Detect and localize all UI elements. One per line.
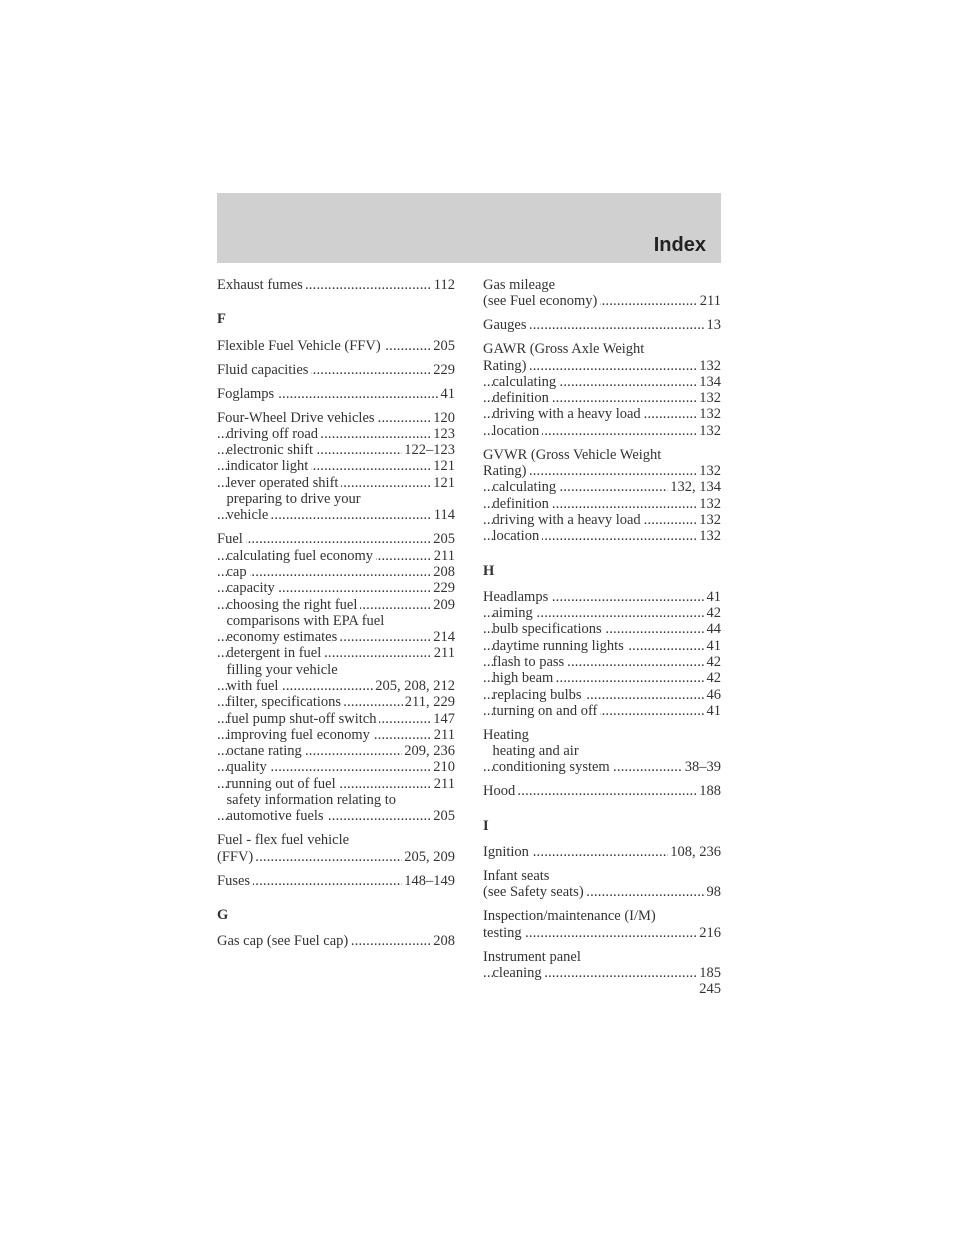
entry-page-ref: 205, 208, 212 — [375, 677, 455, 694]
entry-page-ref: 132 — [699, 495, 721, 512]
entry-text: Gauges — [483, 317, 530, 333]
entry-page-ref: 216 — [699, 924, 721, 941]
entry-text: Fuel — [217, 531, 246, 547]
entry-text: daytime running lights — [493, 638, 627, 654]
entry-text: Exhaust fumes — [217, 277, 306, 293]
entry-text: Headlamps — [483, 589, 551, 605]
index-term — [483, 358, 721, 374]
index-subentry — [217, 442, 455, 458]
index-entry — [483, 589, 721, 719]
entry-page-ref: 148–149 — [404, 872, 455, 889]
section-letter: I — [483, 817, 489, 834]
page-title: Index — [653, 234, 706, 256]
entry-text: Foglamps — [217, 386, 277, 402]
index-subentry — [217, 613, 455, 629]
index-term — [217, 933, 455, 949]
entry-page-ref: 44 — [706, 621, 721, 638]
index-term — [483, 908, 721, 924]
entry-text: flash to pass — [493, 654, 568, 670]
entry-page-ref: 229 — [433, 361, 455, 378]
entry-page-ref: 211 — [433, 775, 455, 792]
entry-page-ref: 208 — [433, 933, 455, 950]
entry-page-ref: 214 — [433, 629, 455, 646]
index-term — [483, 727, 721, 743]
entry-page-ref: 132 — [699, 357, 721, 374]
entry-text: automotive fuels — [227, 808, 327, 824]
entry-page-ref: 41 — [706, 588, 721, 605]
entry-page-ref: 132, 134 — [670, 479, 721, 496]
entry-page-ref: 42 — [706, 605, 721, 622]
section-letter: H — [483, 562, 495, 579]
entry-page-ref: 211 — [433, 645, 455, 662]
index-subentry — [217, 629, 455, 645]
index-entry — [483, 868, 721, 901]
index-subentry — [217, 580, 455, 596]
entry-text: with fuel — [227, 678, 282, 694]
entry-text: filling your vehicle — [227, 662, 341, 678]
entry-page-ref: 205 — [433, 337, 455, 354]
index-term — [483, 317, 721, 333]
index-entry — [483, 949, 721, 982]
entry-text: definition — [493, 496, 552, 512]
index-subentry — [483, 512, 721, 528]
index-subentry — [217, 548, 455, 564]
index-term — [217, 531, 455, 547]
index-subentry — [217, 776, 455, 792]
entry-text: economy estimates — [227, 629, 341, 645]
entry-page-ref: 209 — [433, 596, 455, 613]
entry-page-ref: 211 — [699, 293, 721, 310]
entry-text: Infant seats — [483, 868, 552, 884]
section-letter: G — [217, 906, 229, 923]
index-term — [217, 832, 455, 848]
entry-page-ref: 41 — [706, 637, 721, 654]
index-entry — [217, 531, 455, 824]
entry-page-ref: 122–123 — [404, 442, 455, 459]
index-term — [483, 868, 721, 884]
index-subentry — [217, 759, 455, 775]
entry-page-ref: 205, 209 — [404, 848, 455, 865]
entry-text: Gas mileage — [483, 277, 558, 293]
index-term — [483, 884, 721, 900]
index-term — [217, 338, 455, 354]
entry-page-ref: 132 — [699, 390, 721, 407]
entry-page-ref: 120 — [433, 409, 455, 426]
entry-page-ref: 121 — [433, 474, 455, 491]
entry-text: GVWR (Gross Vehicle Weight — [483, 447, 664, 463]
index-term — [217, 849, 455, 865]
index-term — [483, 925, 721, 941]
entry-page-ref: 134 — [699, 373, 721, 390]
index-entry — [483, 317, 721, 333]
index-term — [483, 844, 721, 860]
index-entry — [483, 908, 721, 941]
index-entry — [483, 727, 721, 776]
entry-text: Ignition — [483, 844, 532, 860]
entry-text: location — [493, 528, 543, 544]
entry-page-ref: 38–39 — [684, 759, 721, 776]
index-entry — [483, 277, 721, 310]
index-subentry — [217, 475, 455, 491]
index-subentry — [217, 564, 455, 580]
entry-text: bulb specifications — [493, 621, 605, 637]
index-term — [483, 783, 721, 799]
entry-text: Heating — [483, 727, 532, 743]
entry-text: definition — [493, 390, 552, 406]
index-subentry — [217, 808, 455, 824]
index-entry — [217, 410, 455, 524]
entry-text: filter, specifications — [227, 694, 345, 710]
entry-page-ref: 209, 236 — [404, 743, 455, 760]
entry-page-ref: 114 — [433, 507, 455, 524]
index-term — [483, 949, 721, 965]
index-subentry — [483, 605, 721, 621]
index-column-left — [217, 277, 455, 950]
index-subentry — [483, 670, 721, 686]
index-entry — [483, 844, 721, 860]
entry-text: Fuses — [217, 873, 253, 889]
index-entry — [217, 933, 455, 949]
entry-text: comparisons with EPA fuel — [227, 613, 388, 629]
entry-page-ref: 211, 229 — [404, 694, 455, 711]
index-subentry — [483, 654, 721, 670]
entry-text: (FFV) — [217, 849, 256, 865]
entry-text: calculating — [493, 479, 560, 495]
entry-text: high beam — [493, 670, 557, 686]
entry-page-ref: 205 — [433, 531, 455, 548]
index-entry — [217, 338, 455, 354]
entry-page-ref: 13 — [706, 317, 721, 334]
entry-page-ref: 132 — [699, 511, 721, 528]
index-term — [217, 410, 455, 426]
index-term — [483, 277, 721, 293]
entry-text: Flexible Fuel Vehicle (FFV) — [217, 338, 384, 354]
index-entry — [483, 447, 721, 545]
entry-text: Fluid capacities — [217, 362, 311, 378]
index-entry — [217, 362, 455, 378]
entry-text: preparing to drive your — [227, 491, 364, 507]
entry-page-ref: 132 — [699, 406, 721, 423]
entry-text: testing — [483, 925, 525, 941]
page-number: 245 — [699, 981, 721, 997]
entry-page-ref: 205 — [433, 808, 455, 825]
entry-text: turning on and off — [493, 703, 601, 719]
index-term — [217, 362, 455, 378]
section-letter: F — [217, 311, 226, 328]
entry-text: Rating) — [483, 358, 530, 374]
entry-text: heating and air — [493, 743, 582, 759]
index-subentry — [217, 694, 455, 710]
entry-text: Instrument panel — [483, 949, 584, 965]
index-column-right — [483, 277, 721, 981]
entry-text: Hood — [483, 783, 518, 799]
index-subentry — [217, 491, 455, 507]
entry-page-ref: 46 — [706, 686, 721, 703]
entry-page-ref: 123 — [433, 425, 455, 442]
entry-text: Fuel - flex fuel vehicle — [217, 832, 352, 848]
entry-text: Four-Wheel Drive vehicles — [217, 410, 378, 426]
entry-text: Inspection/maintenance (I/M) — [483, 908, 659, 924]
entry-page-ref: 208 — [433, 563, 455, 580]
index-subentry — [483, 423, 721, 439]
entry-page-ref: 188 — [699, 783, 721, 800]
index-subentry — [483, 687, 721, 703]
entry-page-ref: 210 — [433, 759, 455, 776]
index-subentry — [483, 528, 721, 544]
index-term — [483, 447, 721, 463]
entry-text: Rating) — [483, 463, 530, 479]
entry-page-ref: 42 — [706, 670, 721, 687]
entry-page-ref: 41 — [440, 385, 455, 402]
index-subentry — [483, 406, 721, 422]
entry-text: octane rating — [227, 743, 305, 759]
index-subentry — [483, 390, 721, 406]
entry-page-ref: 147 — [433, 710, 455, 727]
index-term — [217, 386, 455, 402]
entry-text: conditioning system — [493, 759, 613, 775]
index-subentry — [217, 678, 455, 694]
entry-text: (see Fuel economy) — [483, 293, 600, 309]
entry-text: replacing bulbs — [493, 687, 585, 703]
index-term — [217, 873, 455, 889]
entry-page-ref: 132 — [699, 528, 721, 545]
entry-page-ref: 98 — [706, 884, 721, 901]
index-subentry — [217, 597, 455, 613]
entry-text: driving off road — [227, 426, 322, 442]
index-subentry — [217, 792, 455, 808]
entry-text: running out of fuel — [227, 776, 339, 792]
entry-text: fuel pump shut-off switch — [227, 711, 380, 727]
entry-page-ref: 211 — [433, 726, 455, 743]
entry-text: aiming — [493, 605, 536, 621]
index-entry — [483, 783, 721, 799]
entry-page-ref: 112 — [433, 277, 455, 293]
index-subentry — [483, 703, 721, 719]
index-entry — [483, 341, 721, 439]
index-subentry — [483, 621, 721, 637]
index-subentry — [483, 479, 721, 495]
index-entry — [217, 277, 455, 293]
index-subentry — [217, 507, 455, 523]
index-subentry — [217, 711, 455, 727]
entry-text: electronic shift — [227, 442, 317, 458]
entry-text: GAWR (Gross Axle Weight — [483, 341, 647, 357]
entry-page-ref: 41 — [706, 702, 721, 719]
index-subentry — [217, 458, 455, 474]
entry-page-ref: 42 — [706, 654, 721, 670]
entry-page-ref: 108, 236 — [670, 844, 721, 861]
index-term — [483, 341, 721, 357]
index-entry — [217, 873, 455, 889]
index-subentry — [483, 638, 721, 654]
entry-page-ref: 121 — [433, 458, 455, 475]
entry-page-ref: 229 — [433, 580, 455, 597]
index-subentry — [217, 727, 455, 743]
entry-text: calculating — [493, 374, 560, 390]
index-header-band — [217, 193, 721, 263]
index-subentry — [217, 743, 455, 759]
index-subentry — [217, 645, 455, 661]
index-term — [217, 277, 455, 293]
index-subentry — [483, 965, 721, 981]
entry-text: capacity — [227, 580, 278, 596]
entry-text: calculating fuel economy — [227, 548, 377, 564]
index-subentry — [217, 426, 455, 442]
index-term — [483, 589, 721, 605]
entry-text: safety information relating to — [227, 792, 400, 808]
entry-text: improving fuel economy — [227, 727, 373, 743]
entry-text: (see Safety seats) — [483, 884, 587, 900]
entry-text: lever operated shift — [227, 475, 342, 491]
entry-page-ref: 132 — [699, 422, 721, 439]
entry-text: cap — [227, 564, 250, 580]
index-subentry — [483, 496, 721, 512]
entry-page-ref: 185 — [699, 964, 721, 981]
entry-page-ref: 132 — [699, 463, 721, 480]
index-term — [483, 463, 721, 479]
index-subentry — [483, 759, 721, 775]
index-subentry — [483, 743, 721, 759]
entry-text: choosing the right fuel — [227, 597, 361, 613]
index-entry — [217, 386, 455, 402]
entry-page-ref: 211 — [433, 547, 455, 564]
entry-text: vehicle — [227, 507, 272, 523]
entry-text: driving with a heavy load — [493, 406, 644, 422]
index-entry — [217, 832, 455, 865]
entry-text: quality — [227, 759, 270, 775]
index-subentry — [483, 374, 721, 390]
index-subentry — [217, 662, 455, 678]
entry-text: location — [493, 423, 543, 439]
index-term — [483, 293, 721, 309]
entry-text: driving with a heavy load — [493, 512, 644, 528]
entry-text: indicator light — [227, 458, 312, 474]
entry-text: cleaning — [493, 965, 545, 981]
entry-text: Gas cap (see Fuel cap) — [217, 933, 351, 949]
entry-text: detergent in fuel — [227, 645, 325, 661]
